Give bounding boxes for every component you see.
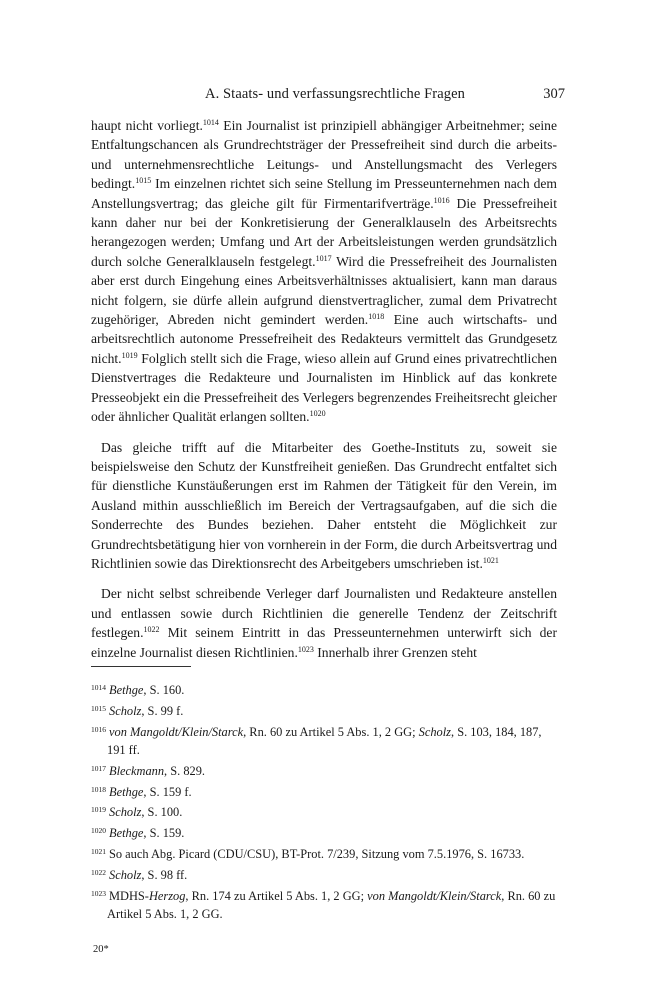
page-number: 307 (543, 86, 565, 102)
text-run: Im einzelnen richtet sich seine Stellung im Presseunternehmen nach dem Anstellungsvertrag; das gleiche gilt für Firmentarifverträge. (91, 176, 557, 211)
text-run: , Rn. 60 zu Artikel 5 Abs. 1, 2 GG; (243, 724, 419, 739)
printer-signature: 20* (93, 944, 109, 955)
footnote-reference[interactable]: 1019 (121, 350, 138, 360)
text-run: , S. 100. (141, 805, 183, 820)
author-name: von Mangoldt/Klein/Starck (109, 724, 244, 739)
paragraph (91, 116, 557, 427)
footnote-reference[interactable]: 1014 (202, 118, 219, 127)
footnote-number: 1023 (91, 889, 106, 899)
footnote-reference[interactable]: 1020 (309, 409, 326, 419)
author-name: Bethge (109, 683, 144, 697)
footnote (91, 801, 557, 822)
footnote-reference[interactable]: 1021 (482, 555, 499, 565)
footnote-number: 1014 (91, 683, 106, 692)
text-run: Wird die Pressefreiheit des Journalisten aber erst durch Eingehung eines Arbeitsverhältnisses aktualisiert, kann man daraus nicht folgern, sie dürfe allein aufgrund dienstvertraglicher, zumal dem Privatrecht zugehöriger, Abreden nicht gemindert werden. (91, 253, 557, 328)
text-run: Folglich stellt sich die Frage, wieso allein auf Grund eines privatrechtlichen Dienstvertrages die Redakteure und Journalisten im Hinblick auf das konkrete Presseobjekt ein die Pressefreiheit des Verlegers begrenzendes Freiheitsrecht gleicher oder ähnlicher Qualität erlangen sollten. (91, 350, 557, 425)
paragraph (91, 584, 557, 662)
footnote (91, 822, 557, 843)
text-run: , Rn. 174 zu Artikel 5 Abs. 1, 2 GG; (185, 889, 368, 904)
text-run: Innerhalb ihrer Grenzen steht (313, 644, 477, 660)
footnote-reference[interactable]: 1023 (297, 644, 314, 654)
text-run: Ein Journalist ist prinzipiell abhängiger Arbeitnehmer; seine Entfaltungschancen als Grundrechtsträger der Pressefreiheit sind durch die arbeits- und unternehmensrechtliche Leitungs- und Anstellungsmacht des Verlegers bedingt. (91, 118, 557, 192)
footnote-reference[interactable]: 1022 (143, 625, 160, 635)
text-run: So auch Abg. Picard (CDU/CSU), BT-Prot. 7/239, Sitzung vom 7.5.1976, S. 16733. (109, 847, 525, 862)
footnote-number: 1019 (91, 805, 106, 815)
body-text (91, 116, 557, 662)
footnote-number: 1022 (91, 868, 106, 878)
author-name: Scholz (109, 868, 142, 883)
author-name: von Mangoldt/Klein/Starck (367, 889, 502, 904)
running-header (205, 86, 565, 108)
footnote (91, 700, 557, 721)
text-run: , S. 829. (164, 763, 206, 778)
footnote (91, 721, 557, 760)
footnote-reference[interactable]: 1017 (315, 253, 332, 263)
text-run: Mit seinem Eintritt in das Presseunternehmen unterwirft sich der einzelne Journalist diesen Richtlinien. (91, 625, 557, 660)
text-run: , S. 99 f. (141, 703, 184, 718)
footnote (91, 885, 557, 924)
footnotes (91, 679, 557, 924)
text-run: , Rn. 60 zu Artikel 5 Abs. 1, 2 GG. (107, 889, 556, 921)
footnote-number: 1018 (91, 784, 106, 794)
text-run: , S. 98 ff. (141, 868, 188, 883)
author-name: Scholz (109, 703, 142, 718)
author-name: Bleckmann (109, 763, 165, 778)
author-name: Scholz (109, 805, 142, 820)
footnote-reference[interactable]: 1015 (135, 176, 152, 186)
running-header-title: A. Staats- und verfassungsrechtliche Fragen (205, 86, 465, 102)
paragraph (91, 438, 557, 574)
footnote-number: 1021 (91, 847, 106, 857)
text-run: Eine auch wirtschafts- und arbeitsrechtlich autonome Pressefreiheit des Redakteurs vermittelt das Grundgesetz nicht. (91, 312, 557, 366)
footnote-reference[interactable]: 1018 (368, 312, 385, 322)
footnote-separator (91, 666, 191, 667)
text-run: , S. 159 f. (143, 784, 192, 799)
footnote-number: 1015 (91, 703, 106, 713)
text-run: , S. 160. (143, 683, 185, 697)
footnote-number: 1020 (91, 826, 106, 836)
text-run: Der nicht selbst schreibende Verleger darf Journalisten und Redakteure anstellen und entlassen sowie durch Richtlinien die generelle Tendenz der Zeitschrift festlegen. (91, 586, 557, 641)
footnote-number: 1016 (91, 724, 106, 734)
text-run: Das gleiche trifft auf die Mitarbeiter des Goethe-Instituts zu, soweit sie beispielsweise den Schutz der Kunstfreiheit genießen. Das Grundrecht entfaltet sich für dienstliche Kunstäußerungen erst im Rahmen der Tätigkeit für den Verein, im Ausland mithin ausschließlich im Bereich der Vertragsaufgaben, auf die sich die Sonderrechte des Bundes beziehen. Daher entsteht die Möglichkeit zur Grundrechtsbetätigung hier von vornherein in der Form, die durch Arbeitsvertrag und Richtlinien sowie das Direktionsrecht des Arbeitgebers umschrieben ist. (91, 439, 557, 571)
footnote (91, 760, 557, 781)
footnote (91, 843, 557, 864)
footnote-number: 1017 (91, 763, 106, 773)
footnote (91, 781, 557, 802)
author-name: Bethge (109, 784, 144, 799)
author-name: Bethge (109, 826, 144, 841)
text-run: MDHS- (109, 889, 149, 904)
text-run: Die Pressefreiheit kann daher nur bei der Konkretisierung der Generalklauseln des Arbeitsrechts herangezogen werden; Umfang und Art der Arbeitsleistungen werden grundsätzlich durch solche Generalklauseln festgelegt. (91, 195, 557, 269)
text-run: haupt nicht vorliegt. (91, 118, 203, 133)
footnote (91, 679, 557, 700)
author-name: Herzog (148, 889, 186, 904)
text-run: , S. 159. (143, 826, 185, 841)
text-run: , S. 103, 184, 187, 191 ff. (107, 724, 542, 757)
footnote (91, 864, 557, 885)
author-name: Scholz (418, 724, 451, 739)
footnote-reference[interactable]: 1016 (433, 195, 450, 205)
